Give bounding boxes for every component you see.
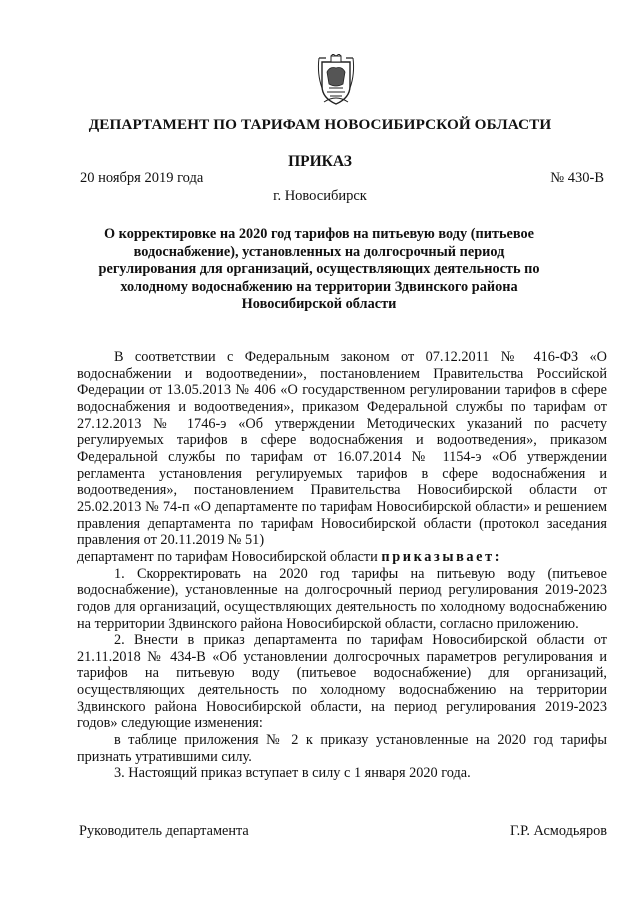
item-2: 2. Внести в приказ департамента по тарифам Новосибирской области от 21.11.2018 № 434-В «Об установлении долгосрочных параметров регулирования и тарифов на питьевую воду (питьевое водоснабжение) для организаций, осуществляющих деятельность по холодному водоснабжению на территории Здвинского района Новосибирской области, на период регулирования 2019-2023 годов» следующие изменения: [77,632,607,732]
orders-lead: департамент по тарифам Новосибирской области [77,548,378,565]
order-body [77,349,607,782]
order-date: 20 ноября 2019 года [80,170,204,186]
signatory-name: Г.Р. Асмодьяров [509,823,607,839]
item-2-subitem: в таблице приложения № 2 к приказу установленные на 2020 год тарифы признать утратившими силу. [77,732,607,765]
department-name: ДЕПАРТАМЕНТ ПО ТАРИФАМ НОВОСИБИРСКОЙ ОБЛАСТИ [88,116,552,133]
orders-paragraph [77,549,607,566]
orders-word: приказывает: [381,548,503,565]
item-3: 3. Настоящий приказ вступает в силу с 1 января 2020 года. [114,765,471,782]
item-1: 1. Скорректировать на 2020 год тарифы на питьевую воду (питьевое водоснабжение), установленные на долгосрочный период регулирования 2019-2023 годов для организаций, осуществляющих деятельность по холодному водоснабжению на территории Здвинского района Новосибирской области, согласно приложению. [77,565,607,632]
signatory-position: Руководитель департамента [79,823,249,839]
order-city: г. Новосибирск [273,188,367,204]
preamble-paragraph: В соответствии с Федеральным законом от 07.12.2011 № 416-ФЗ «О водоснабжении и водоотведении», постановлением Правительства Российской Федерации от 13.05.2013 № 406 «О государственном регулировании тарифов в сфере водоснабжения и водоотведения», приказом Федеральной службы по тарифам от 27.12.2013 № 1746-э «Об утверждении Методических указаний по расчету регулируемых тарифов в сфере водоснабжения и водоотведения», приказом Федеральной службы по тарифам от 16.07.2014 № 1154-э «Об утверждении регламента установления регулируемых тарифов в сфере водоснабжения и водоотведения», постановлением Правительства Новосибирской области от 25.02.2013 № 74-п «О департаменте по тарифам Новосибирской области» и решением правления департамента по тарифам Новосибирской области (протокол заседания правления от 20.11.2019 № 51) [77,349,607,549]
document-type: ПРИКАЗ [288,153,352,170]
coat-of-arms-icon [316,54,356,106]
order-number: № 430-В [550,170,604,186]
order-subject: О корректировке на 2020 год тарифов на питьевую воду (питьевое водоснабжение), установленных на долгосрочный период регулирования для организаций, осуществляющих деятельность по холодному водоснабжению на территории Здвинского района Новосибирской области [98,226,540,313]
